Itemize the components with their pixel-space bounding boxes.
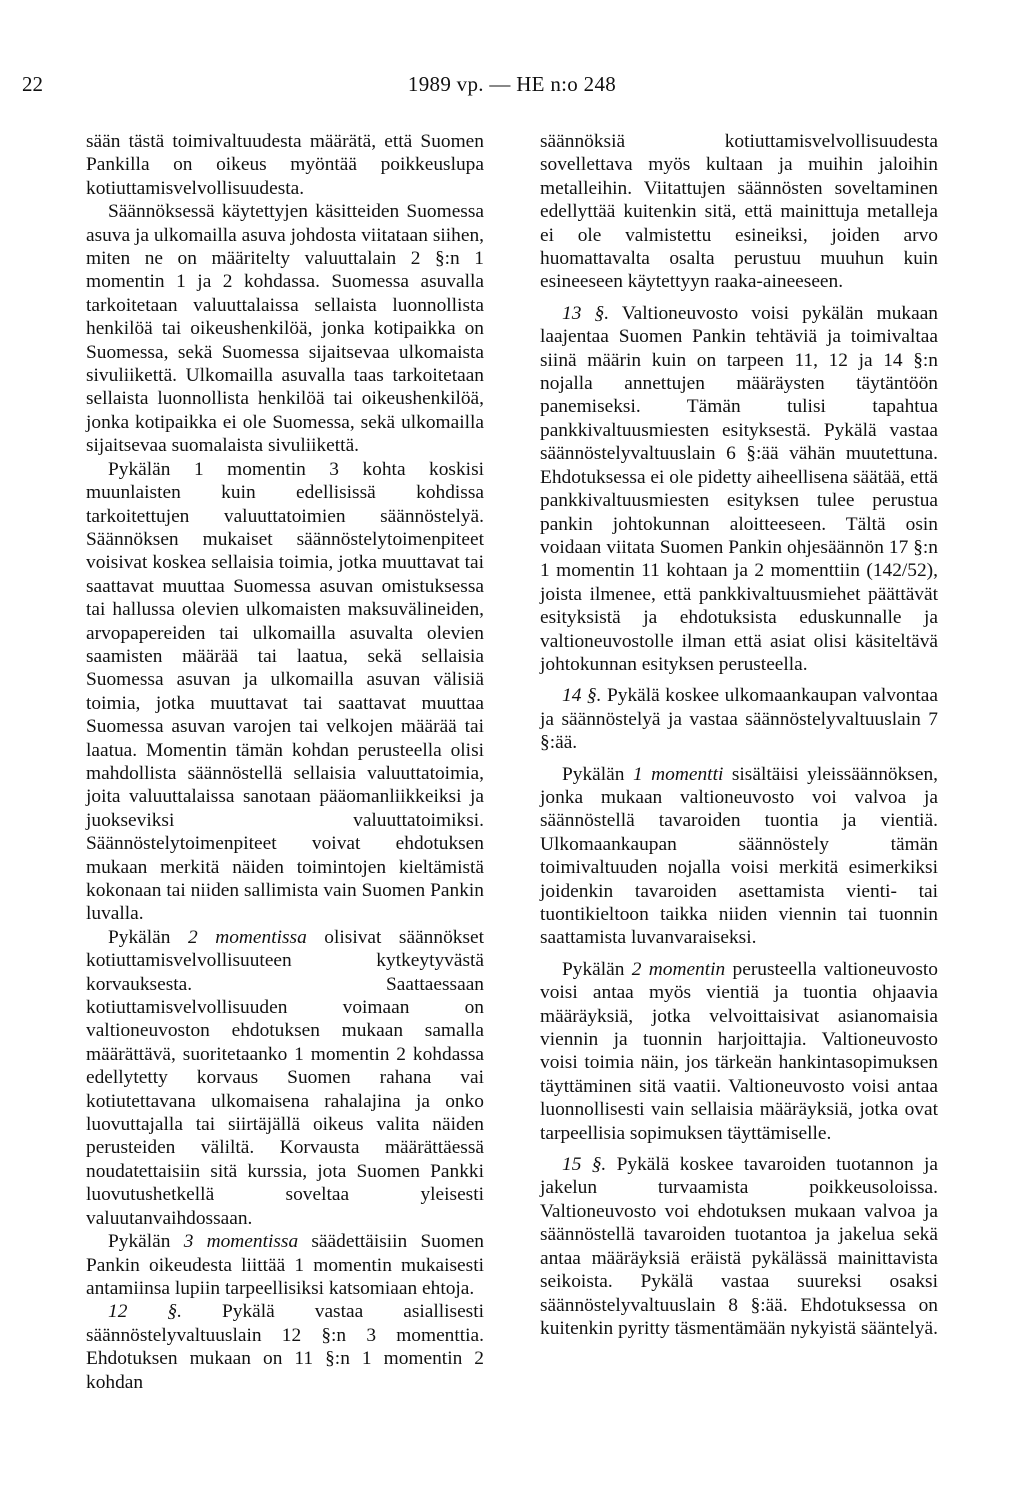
section-number: 14 §.: [562, 685, 602, 707]
text-run: sisältäisi yleissäännöksen, jonka mukaan valtioneuvosto voi valvoa ja säännöstellä tavaroiden tuontia ja vientiä. Ulkomaankaupan säännöstely tämän toimivaltuuden nojalla voisi merkitä esimerkiksi joidenkin tavaroiden asettamista vienti- tai tuontikieltoon taikka niiden viennin tai tuonnin saattamista luvanvaraiseksi.: [540, 763, 939, 949]
paragraph-section-14-moment-2: [540, 958, 938, 1145]
paragraph-section-15: [540, 1153, 938, 1340]
page-number: 22: [22, 72, 43, 96]
paragraph-moment-2: [86, 926, 484, 1230]
emphasis: 2 momentin: [631, 958, 726, 980]
paragraph-moment-1-kohta-3: Pykälän 1 momentin 3 kohta koskisi muunlaisten kuin edellisissä kohdissa tarkoitettujen valuuttatoimien säännöstelyä. Säännöksen mukaiset säännöstelytoimenpiteet voisivat koskea sellaisia toimia, jotka muuttavat tai saattavat muuttaa Suomessa asuvan omistuksessa tai hallussa olevien ulkomaisten maksuvälineiden, arvopapereiden tai ulkomailla asuvalta olevien saamisten määrää tai laatua, sekä sellaisia Suomessa asuvan ja ulkomailla asuvan välisiä toimia, jotka muuttavat tai saattavat muuttaa Suomessa asuvan varojen tai velkojen määrää tai laatua. Momentin tämän kohdan perusteella olisi mahdollista säännöstellä sellaisia valuuttatoimia, joita valuuttalaissa sanotaan pääomanliikkeiksi ja juokseviksi valuuttatoimiksi. Säännöstelytoimenpiteet voivat ehdotuksen mukaan merkitä näiden toimintojen kieltämistä kokonaan tai niiden sallimista vain Suomen Pankin luvalla.: [86, 458, 484, 925]
paragraph-section-13: [540, 302, 938, 677]
section-number: 12 §.: [108, 1301, 182, 1323]
emphasis: 1 momentti: [632, 763, 724, 785]
text-run: Pykälä vastaa asiallisesti säännöstelyvaltuuslain 12 §:n 3 momenttia. Ehdotuksen mukaan on 11 §:n 1 momentin 2 kohdan: [86, 1301, 484, 1393]
right-column: [540, 130, 938, 1340]
paragraph-section-14: [540, 684, 938, 754]
text-run: Pykälä koskee ulkomaankaupan valvontaa ja säännöstelyä ja vastaa säännöstelyvaltuuslain 7 §:ää.: [540, 685, 938, 754]
section-number: 15 §.: [562, 1154, 607, 1176]
text-run: Valtioneuvosto voisi pykälän mukaan laajentaa Suomen Pankin tehtäviä ja toimivaltaa siinä määrin kuin on tarpeen 11, 12 ja 14 §:n nojalla annettujen määräysten täytäntöön panemiseksi. Tämän tulisi tapahtua pankkivaltuusmiesten esityksestä. Pykälä vastaa säännöstelyvaltuuslain 6 §:ää vähän muutettuna. Ehdotuksessa ei ole pidetty aiheellisena säätää, että pankkivaltuusmiesten esityksen tulee perustua pankin johtokunnan aloitteeseen. Tältä osin voidaan viitata Suomen Pankin ohjesäännön 17 §:n 1 momentin 11 kohtaan ja 2 momenttiin (142/52), joista ilmenee, että pankkivaltuusmiehet päättävät esityksistä ja ehdotuksista eduskunnalle ja valtioneuvostolle ilman että asiat olisi käsiteltävä johtokunnan esityksen perusteella.: [540, 302, 938, 675]
running-title: 1989 vp. — HE n:o 248: [407, 72, 617, 96]
text-run: Pykälän: [108, 1231, 184, 1253]
text-run: perusteella valtioneuvosto voisi antaa myös vientiä ja tuontia ohjaavia määräyksiä, jotka velvoittaisivat asianomaisia viennin ja tuonnin harjoittajia. Valtioneuvosto voisi toimia näin, jos tärkeän hankintasopimuksen täyttäminen sitä vaatii. Valtioneuvosto voisi antaa luonnollisesti vain sellaisia määräyksiä, jotka ovat tarpeellisia sopimuksen täyttämiselle.: [540, 958, 938, 1144]
text-run: Pykälän: [108, 926, 188, 948]
section-number: 13 §.: [562, 302, 610, 324]
paragraph-section-14-moment-1: [540, 763, 938, 950]
paragraph-moment-3: [86, 1230, 484, 1300]
emphasis: 2 momentissa: [188, 926, 307, 948]
paragraph-definitions: Säännöksessä käytettyjen käsitteiden Suomessa asuva ja ulkomailla asuva johdosta viitataan siihen, miten ne on määritelty valuuttalain 2 §:n 1 momentin 1 ja 2 kohdassa. Suomessa asuvalla tarkoitetaan valuuttalaissa sellaista luonnollista henkilöä tai oikeushenkilöä, jonka kotipaikka on Suomessa, sekä Suomessa sijaitsevaa ulkomaista sivuliikettä. Ulkomailla asuvalla taas tarkoitetaan sellaista luonnollista henkilöä tai oikeushenkilöä, jonka kotipaikka ei ole Suomessa, sekä ulkomailla sijaitsevaa suomalaista sivuliikettä.: [86, 201, 484, 457]
text-run: Pykälän: [562, 763, 633, 785]
page-header: [0, 72, 1024, 102]
text-run: Pykälä koskee tavaroiden tuotannon ja jakelun turvaamista poikkeusoloissa. Valtioneuvosto voi ehdotuksen mukaan valvoa ja säännöstellä tavaroiden tuotantoa ja jakelua sekä antaa määräyksiä eräistä pykälässä mainittavista seikoista. Pykälä vastaa suureksi osaksi säännöstelyvaltuuslain 8 §:ää. Ehdotuksessa on kuitenkin pyritty täsmentämään nykyistä sääntelyä.: [540, 1154, 938, 1339]
paragraph-continuation: säännöksiä kotiuttamisvelvollisuudesta sovellettava myös kultaan ja muihin jaloihin metalleihin. Viitattujen säännösten soveltaminen edellyttää kuitenkin sitä, että mainittuja metalleja ei ole valmistettu esineiksi, joiden arvo huomattavalta osalta perustuu muuhun kuin esineeseen käytettyyn raaka-aineeseen.: [540, 131, 938, 293]
text-run: Pykälän: [562, 958, 632, 980]
paragraph-section-12: [86, 1300, 484, 1394]
paragraph-continuation: sään tästä toimivaltuudesta määrätä, että Suomen Pankilla on oikeus myöntää poikkeuslupa kotiuttamisvelvollisuudesta.: [86, 131, 484, 199]
text-run: säädettäisiin Suomen Pankin oikeudesta liittää 1 momentin mukaisesti antamiinsa lupiin tarpeellisiksi katsomiaan ehtoja.: [86, 1231, 484, 1299]
text-run: olisivat säännökset kotiuttamisvelvollisuuteen kytkeytyvästä korvauksesta. Saattaessaan kotiuttamisvelvollisuuden voimaan on valtioneuvoston ehdotuksen mukaan samalla määrättävä, suoritetaanko 1 momentin 2 kohdassa edellytetty korvaus Suomen rahana vai kotiutettavana ulkomaisena rahalajina ja onko luovuttajalla tai siirtäjällä oikeus valita näiden perusteiden väliltä. Korvausta määrättäessä noudatettaisiin sitä kurssia, jota Suomen Pankki luovutushetkellä soveltaa yleisesti valuutanvaihdossaan.: [86, 926, 484, 1229]
left-column: [86, 130, 484, 1394]
emphasis: 3 momentissa: [183, 1231, 299, 1253]
